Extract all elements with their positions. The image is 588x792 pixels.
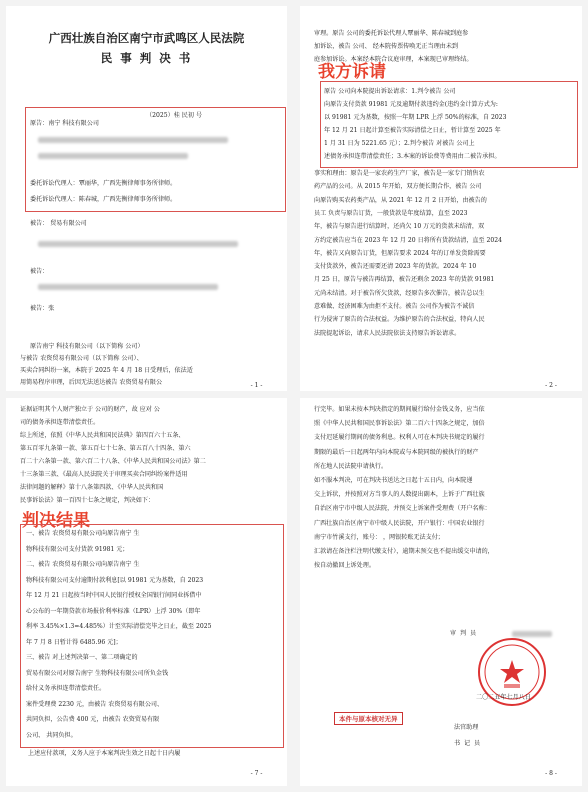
judgment-page-1 <box>6 6 287 391</box>
body-line: 向原告购买农药类产品，从 2021 年 12 月 2 日开始，由被告的 <box>314 196 487 204</box>
body-line: 年 7 月 8 日暂计得 6485.96 元]； <box>26 638 122 646</box>
body-line: 物科技有限公司支付货款 91981 元； <box>26 545 129 553</box>
judge-label: 审 判 员 <box>450 630 478 637</box>
page-number: - 7 - <box>250 770 263 777</box>
judgment-date: 二〇二五年七月八日 <box>476 694 531 701</box>
body-line: 述债务承担连带清偿责任；3.本案的诉讼费等费用由二被告承担。 <box>324 153 501 160</box>
page-number: - 8 - <box>545 770 557 777</box>
case-number: （2025）桂 民初 号 <box>146 112 202 119</box>
body-line: 百二十六条第一款、第六百二十八条、《中华人民共和国公司法》第二 <box>20 458 206 465</box>
agent-line-1: 委托诉讼代理人：覃丽华，广西先衡律师事务所律师。 <box>30 180 177 187</box>
body-line: 行完毕。如果未按本判决指定的期间履行给付金钱义务，应当依 <box>314 406 485 413</box>
agent-line-2: 委托诉讼代理人：陈春城，广西先衡律师事务所律师。 <box>30 196 177 203</box>
body-line: 年，被告又向原告订货，但原告要求 2024 年的订单发货除需要 <box>314 249 486 257</box>
body-line: 事实和理由：原告是一家农药生产厂家，被告是一家专门销售农 <box>314 170 485 177</box>
body-line: 方约定被告应当在 2023 年 12 月 20 日将所有货款结清，直至 2024 <box>314 236 503 244</box>
clerk-assistant-label: 法官助理 <box>454 724 479 731</box>
defendant-line-1: 被告： 贸易有限公司 <box>30 220 87 227</box>
body-line: 按自动撤回上诉处理。 <box>314 562 375 570</box>
body-line: 审理。原告 公司的委托诉讼代理人覃丽华、陈春城到庭参 <box>314 30 469 37</box>
body-line: 加诉讼，被告 公司、 经本院传票传唤无正当理由未到 <box>314 43 459 50</box>
body-line: 年 12 月 21 日起计算至被告实际清偿之日止，暂计算至 2025 年 <box>324 127 501 134</box>
body-line: 公司、 共同负担。 <box>26 731 77 739</box>
defendant-line-2: 被告： <box>30 268 49 275</box>
body-line: 共同负担，公告费 400 元，由被告 农资贸易有限 <box>26 716 160 723</box>
body-line: 向原告支付货款 91981 元及逾期付款违约金(违约金计算方式为: <box>324 101 498 108</box>
plaintiff-line: 原告：南宁 科技有限公司 <box>30 120 99 127</box>
body-line: 上述应付款项，义务人应于本案判决生效之日起十日内履 <box>28 750 181 757</box>
body-line: 期限的最后一日起两年内向本院或与本院同级的被执行的财产 <box>314 448 479 456</box>
body-line: 利率 3.45%×1.3=4.485%）计至实际清偿完毕之日止，截至 2025 <box>26 623 212 630</box>
body-line: 所在地人民法院申请执行。 <box>314 462 388 470</box>
body-line: 案件受理费 2230 元，由被告 农资贸易有限公司、 <box>26 700 164 708</box>
body-line: 三、被告 对上述判决第一、第二项确定的 <box>26 654 138 661</box>
body-line: 贸易有限公司对原告南宁 生物科技有限公司所负金钱 <box>26 669 169 677</box>
body-line: 广西壮族自治区南宁市中级人民法院，开户银行：中国农业银行 <box>314 519 485 527</box>
body-line: 行为侵害了原告的合法权益。为维护原告的合法权益，特向人民 <box>314 316 485 324</box>
body-line: 以 91981 元为基数，按照一年期 LPR 上浮 50%的标准，自 2023 <box>324 114 507 121</box>
intro-para-line: 原告南宁 科技有限公司（以下简称 公司） <box>30 343 144 350</box>
body-line: 庭参加诉讼。本案经本院合议庭审理，本案现已审理终结。 <box>314 56 473 63</box>
court-name: 广西壮族自治区南宁市武鸣区人民法院 <box>48 31 245 45</box>
judgment-page-7 <box>6 398 287 786</box>
body-line: 二、被告 农资贸易有限公司向原告南宁 生 <box>26 561 140 568</box>
body-line: 物科技有限公司支付逾期付款利息[以 91981 元为基数，自 2023 <box>26 576 204 584</box>
body-line: 民事诉讼法》第一百四十七条之规定，判决如下： <box>20 497 155 504</box>
body-line: 照《中华人民共和国民事诉讼法》第二百六十四条之规定，加倍 <box>314 420 485 428</box>
secretary-label: 书 记 员 <box>454 740 482 747</box>
body-line: 原告 公司向本院提出诉讼请求：1.判令被告 公司 <box>324 88 456 95</box>
judgment-page-2 <box>300 6 582 391</box>
defendant-line-3: 被告：张 <box>30 305 55 312</box>
body-line: 汇款请在备注栏注明代缴支付），逾期未预交也不提出缓交申请的， <box>314 548 494 555</box>
body-line: 心公布的一年期贷款市场报价利率标准（LPR）上浮 30%（即年 <box>26 607 201 615</box>
judgment-page-8 <box>300 398 582 786</box>
body-line: 年 12 月 21 日起按当时中国人民银行授权全国银行间同业拆借中 <box>26 592 202 599</box>
body-line: 支付货款外，被告还需要还清 2023 年的货款。2024 年 10 <box>314 263 477 271</box>
page-number: - 1 - <box>250 382 263 389</box>
body-line: 元尚未结清。对于被告所欠货款，经原告多次催告，被告总以生 <box>314 289 485 297</box>
body-line: 给付义务承担连带清偿责任。 <box>26 685 106 692</box>
body-line: 药产品的公司。从 2015 年开始，双方便长期合作，被告 公司 <box>314 183 482 191</box>
document-type: 民 事 判 决 书 <box>100 51 193 65</box>
body-line: 自治区南宁市中级人民法院，并预交上诉案件受理费（开户名称： <box>314 505 491 513</box>
intro-para-line: 用简易程序审理，后因无法送达被告 农资贸易有限公 <box>20 379 163 386</box>
body-line: 法院提起诉讼，请求人民法院依法支持原告诉讼请求。 <box>314 329 461 337</box>
body-line: 第五百零九条第一款、第五百七十七条、第五百八十四条、第六 <box>20 445 191 452</box>
body-line: 年，被告与原告进行结算时，还尚欠 10 万元的货款未结清，双 <box>314 223 485 231</box>
certified-copy-stamp: 本件与原本核对无异 <box>334 712 403 725</box>
body-line: 员工 负责与原告订货，一般货款是年度结算，直至 2023 <box>314 209 468 217</box>
body-line: 意难做、经济困难为由拒不支付。被告 公司作为被告不诚信 <box>314 303 475 310</box>
intro-para-line: 与被告 农资贸易有限公司（以下简称 公司）、 <box>20 355 143 362</box>
body-line: 1 月 31 日为 5221.65 元）；2.判令被告 对被告 公司上 <box>324 140 475 147</box>
body-line: 支付迟延履行期间的债务利息。权利人可在本判决书规定的履行 <box>314 434 485 442</box>
page-number: - 2 - <box>545 382 557 389</box>
body-line: 交上诉状，并按照对方当事人的人数提出副本，上诉于广西壮族 <box>314 491 485 499</box>
intro-para-line: 买卖合同纠纷一案，本院于 2025 年 4 月 18 日受理后，依法适 <box>20 367 193 374</box>
body-line: 一、被告 农资贸易有限公司向原告南宁 生 <box>26 530 140 537</box>
body-line: 证据证明其个人财产独立于 公司的财产，故 应对 公 <box>20 406 160 413</box>
body-line: 司的债务承担连带清偿责任。 <box>20 419 100 426</box>
body-line: 法律问题的解释》第十八条第四款、《中华人民共和国 <box>20 484 164 491</box>
body-line: 如不服本判决，可在判决书送达之日起十五日内，向本院递 <box>314 477 473 484</box>
body-line: 南宁市竹溪支行，账号： ，网银转账无法支付； <box>314 533 444 541</box>
body-line: 月 25 日，原告与被告再结算，被告还剩余 2023 年的货款 91981 <box>314 276 495 284</box>
body-line: 十三条第三款、《最高人民法院关于审理买卖合同纠纷案件适用 <box>20 471 188 478</box>
verdict-banner: 判决结果 <box>22 511 90 531</box>
our-claims-banner: 我方诉请 <box>318 62 386 82</box>
body-line: 综上所述，依照《中华人民共和国民法典》第四百六十五条、 <box>20 432 185 439</box>
